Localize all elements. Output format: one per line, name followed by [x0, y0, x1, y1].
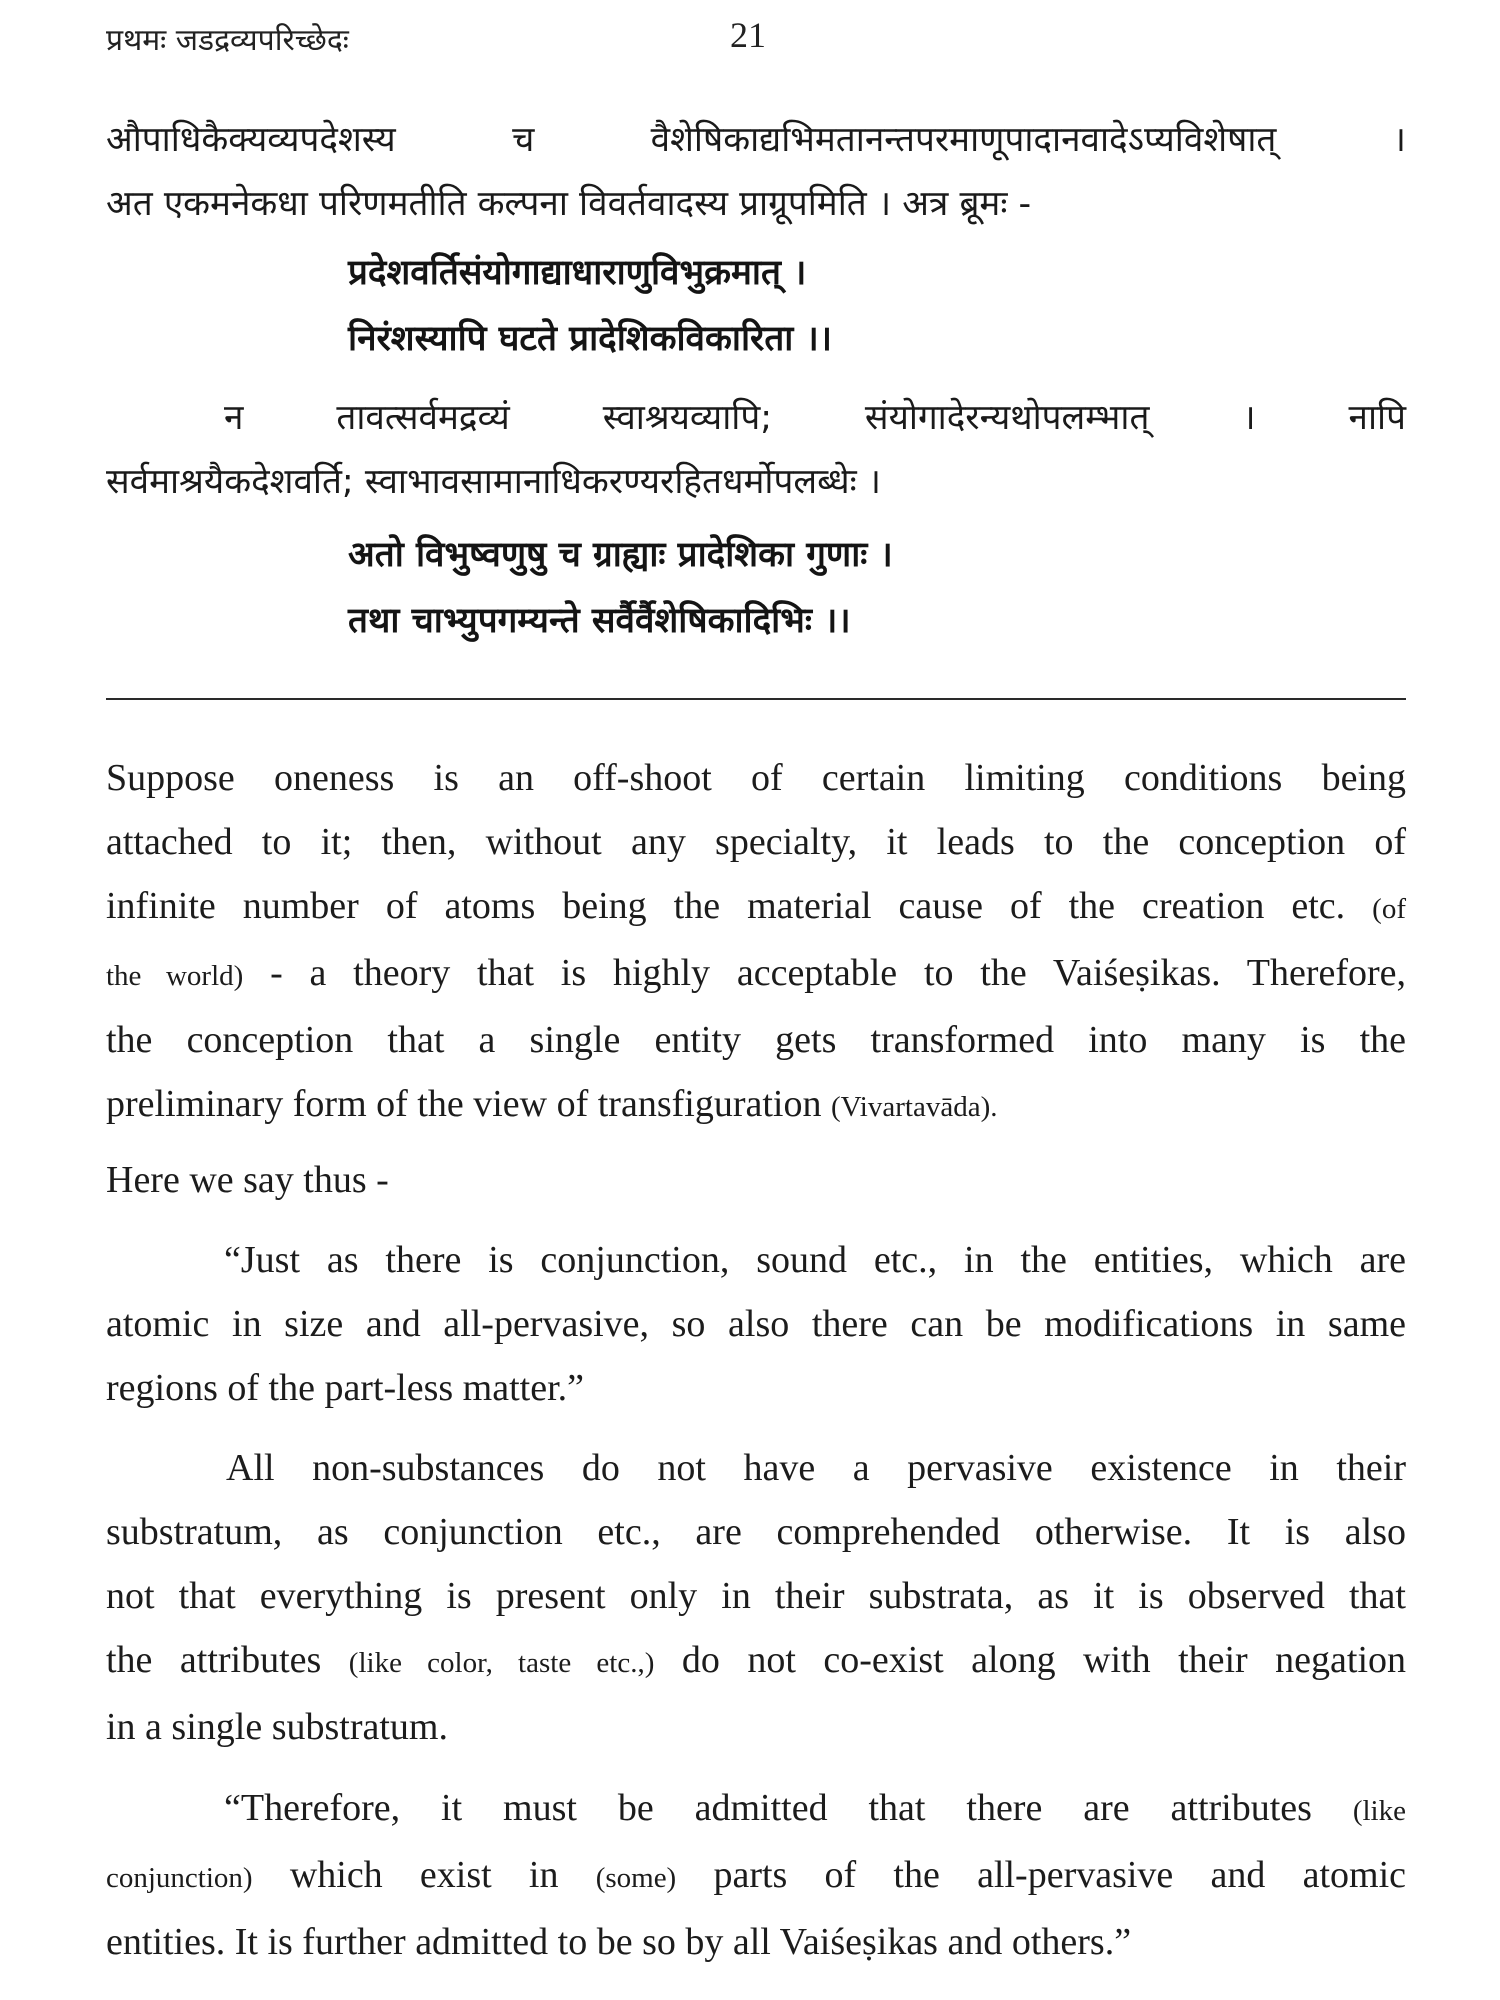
parenthetical-note: the world) [106, 960, 244, 992]
text-line: in a single substratum. [106, 1706, 448, 1748]
page-number: 21 [730, 15, 766, 55]
parenthetical-note: conjunction) [106, 1862, 253, 1894]
parenthetical-note: (like color, taste etc.,) [348, 1647, 655, 1679]
text-span: infinite number of atoms being the material cause of the creation etc. [106, 885, 1346, 927]
sanskrit-paragraph-2 [106, 386, 1406, 514]
verse-line: प्रदेशवर्तिसंयोगाद्याधाराणुविभुक्रमात् । [348, 253, 807, 293]
text-line: regions of the part-less matter.” [106, 1367, 585, 1409]
english-paragraph-2 [106, 1148, 1406, 1212]
sanskrit-paragraph-1 [106, 108, 1406, 236]
text-line [106, 1072, 1406, 1139]
parenthetical-note: (Vivartavāda). [830, 1091, 998, 1123]
text-line [106, 1843, 1406, 1910]
text-line: Suppose oneness is an off-shoot of certain limiting conditions being [106, 757, 1406, 799]
text-line [106, 1628, 1406, 1695]
verse-line: अतो विभुष्वणुषु च ग्राह्याः प्रादेशिका गुणाः । [348, 535, 893, 575]
section-divider [106, 698, 1406, 700]
text-line: attached to it; then, without any specialty, it leads to the conception of [106, 821, 1406, 863]
text-line: substratum, as conjunction etc., are comprehended otherwise. It is also [106, 1511, 1406, 1553]
text-line [106, 1776, 1406, 1843]
text-span: - a theory that is highly acceptable to the Vaiśeṣikas. Therefore, [270, 952, 1406, 994]
sanskrit-verse-2 [348, 522, 893, 654]
english-paragraph-4 [106, 1436, 1406, 1759]
sanskrit-line: अत एकमनेकधा परिणमतीति कल्पना विवर्तवादस्य प्राग्रूपमिति । अत्र ब्रूमः - [106, 184, 1032, 224]
text-line [106, 941, 1406, 1008]
text-line: entities. It is further admitted to be so by all Vaiśeṣikas and others.” [106, 1921, 1132, 1963]
verse-line: तथा चाभ्युपगम्यन्ते सर्वैर्वैशेषिकादिभिः ।। [348, 601, 851, 641]
text-line: atomic in size and all-pervasive, so also there can be modifications in same [106, 1303, 1406, 1345]
running-head [106, 14, 1406, 64]
text-span: the attributes [106, 1639, 322, 1681]
text-span: “Therefore, it must be admitted that there are attributes [224, 1787, 1312, 1829]
text-line: All non-substances do not have a pervasive existence in their [226, 1447, 1406, 1489]
parenthetical-note: (of [1372, 893, 1406, 925]
sanskrit-verse-1 [348, 240, 832, 372]
text-line: “Just as there is conjunction, sound etc., in the entities, which are [224, 1239, 1406, 1281]
chapter-title: प्रथमः जडद्रव्यपरिच्छेदः [106, 23, 349, 58]
english-paragraph-5 [106, 1776, 1406, 1974]
text-line: Here we say thus - [106, 1159, 389, 1201]
parenthetical-note: (some) [595, 1862, 677, 1894]
sanskrit-line: औपाधिकैक्यव्यपदेशस्य च वैशेषिकाद्यभिमतानन्तपरमाणूपादानवादेऽप्यविशेषात् । [106, 120, 1406, 160]
sanskrit-line: न तावत्सर्वमद्रव्यं स्वाश्रयव्यापि; संयोगादेरन्यथोपलम्भात् । नापि [224, 398, 1406, 438]
text-span: parts of the all-pervasive and atomic [713, 1854, 1407, 1896]
verse-line: निरंशस्यापि घटते प्रादेशिकविकारिता ।। [348, 319, 833, 359]
text-span: preliminary form of the view of transfiguration [106, 1083, 822, 1125]
english-paragraph-3 [106, 1228, 1406, 1420]
text-span: which exist in [289, 1854, 559, 1896]
english-paragraph-1 [106, 746, 1406, 1139]
text-line: the conception that a single entity gets transformed into many is the [106, 1019, 1406, 1061]
parenthetical-note: (like [1352, 1795, 1406, 1827]
text-span: do not co-exist along with their negation [681, 1639, 1407, 1681]
sanskrit-line: सर्वमाश्रयैकदेशवर्ति; स्वाभावसामानाधिकरण्यरहितधर्मोपलब्धेः । [106, 462, 882, 502]
text-line: not that everything is present only in their substrata, as it is observed that [106, 1575, 1406, 1617]
text-line [106, 874, 1406, 941]
